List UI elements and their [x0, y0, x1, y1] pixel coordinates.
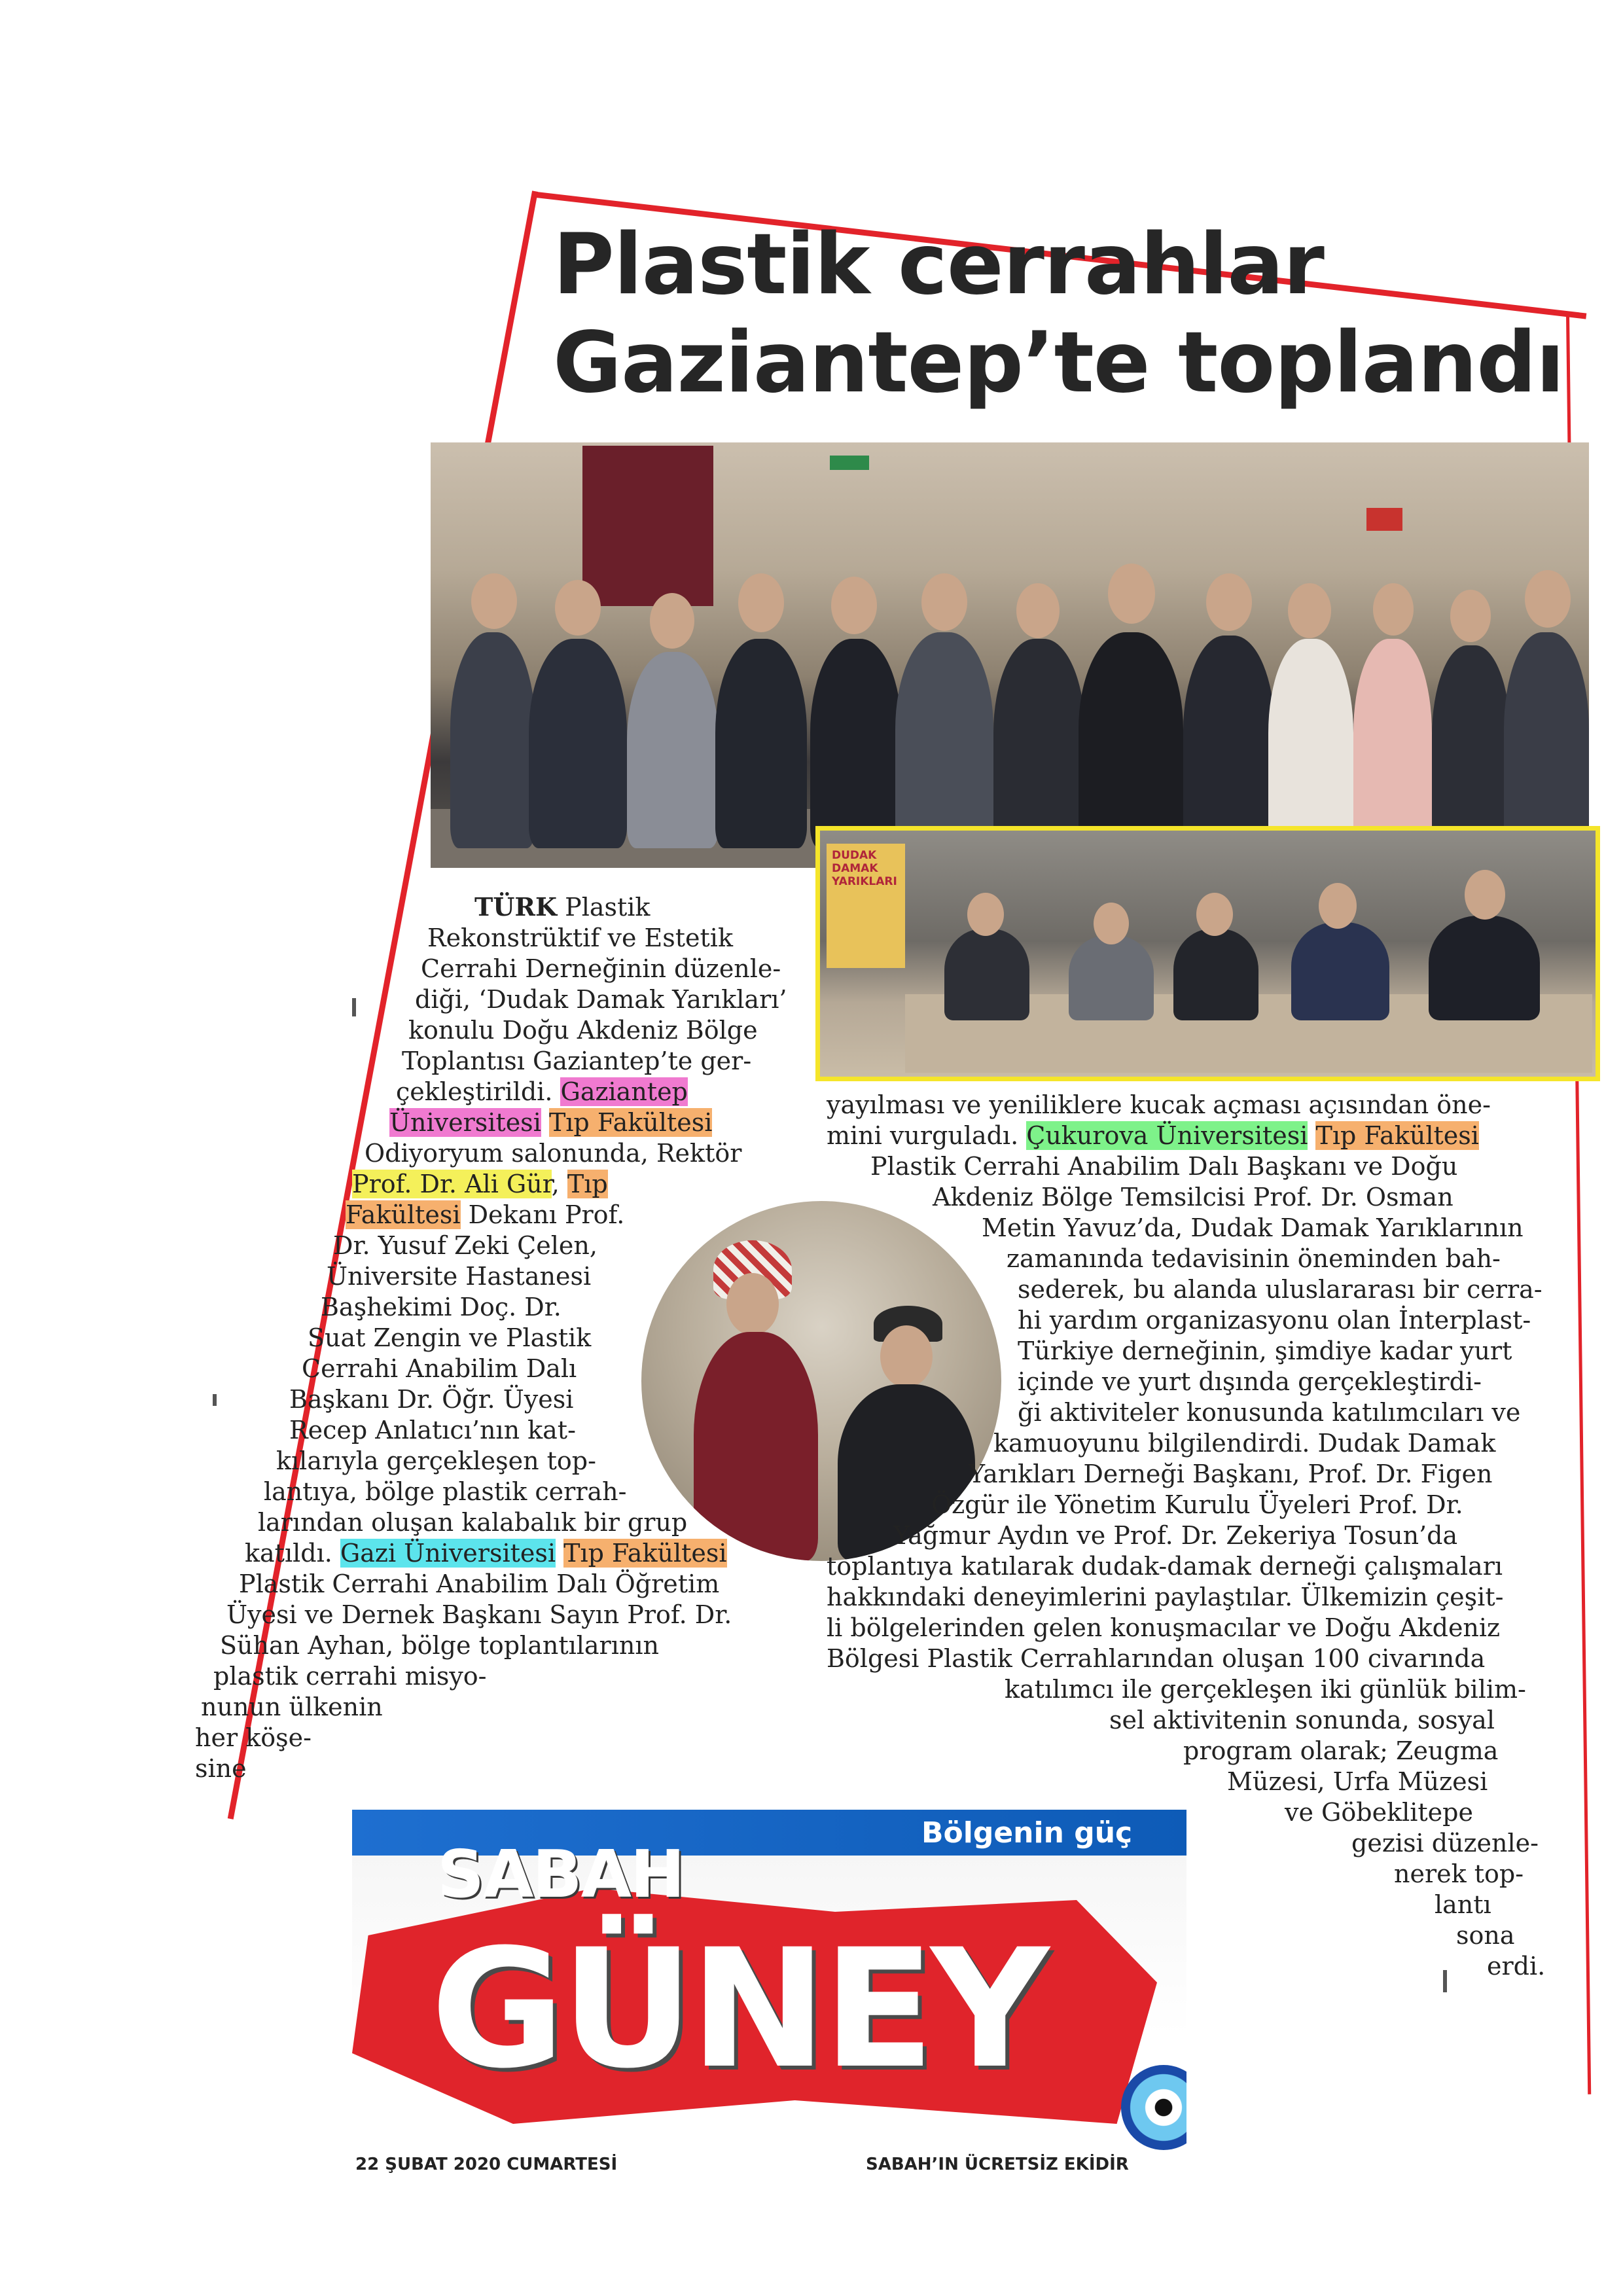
- panelist-head: [967, 893, 1004, 936]
- article-line: Rekonstrüktif ve Estetik: [427, 924, 733, 952]
- headline-line-1: Plastik cerrahlar: [553, 216, 1324, 314]
- article-line: yayılması ve yeniliklere kucak açması açısından öne-: [827, 1090, 1491, 1119]
- article-line: program olarak; Zeugma: [1183, 1736, 1499, 1765]
- article-line: Odiyoryum salonunda, Rektör: [365, 1139, 742, 1168]
- article-line: nunun ülkenin: [201, 1693, 383, 1721]
- article-line: Sühan Ayhan, bölge toplantılarının: [220, 1631, 659, 1660]
- highlight-tip-fakultesi: Tıp Fakültesi: [548, 1108, 713, 1137]
- article-line: mini vurguladı. Çukurova Üniversitesi Tıp Fakültesi: [827, 1121, 1479, 1150]
- group-photo: [431, 442, 1589, 868]
- person-head: [1525, 570, 1571, 628]
- article-line: erdi.: [1487, 1952, 1546, 1981]
- banner-slogan: Bölgenin güç: [921, 1816, 1133, 1850]
- photo-wall-sign: [1366, 508, 1402, 531]
- article-line: Yarıkları Derneği Başkanı, Prof. Dr. Figen: [969, 1460, 1493, 1488]
- highlight-gaziantep: Gaziantep: [560, 1077, 688, 1106]
- person: [993, 639, 1085, 848]
- article-line: Akdeniz Bölge Temsilcisi Prof. Dr. Osman: [933, 1183, 1454, 1211]
- person: [715, 639, 807, 848]
- highlight-tip: Tıp: [567, 1170, 608, 1198]
- headline-line-2: Gaziantep’te toplandı: [553, 314, 1564, 412]
- person-head: [738, 573, 784, 632]
- person: [1353, 639, 1432, 848]
- person-head: [650, 593, 694, 649]
- article-line: içinde ve yurt dışında gerçekleştirdi-: [1018, 1367, 1482, 1396]
- article-line: li bölgelerinden gelen konuşmacılar ve Doğu Akdeniz: [827, 1613, 1501, 1642]
- article-line: katılımcı ile gerçekleşen iki günlük bilim-: [1005, 1675, 1526, 1704]
- person-head: [1288, 583, 1331, 638]
- article-line: Müzesi, Urfa Müzesi: [1227, 1767, 1488, 1796]
- article-line: Toplantısı Gaziantep’te ger-: [402, 1047, 752, 1075]
- panelist: [1173, 929, 1258, 1020]
- person: [810, 639, 902, 848]
- person: [1268, 639, 1353, 848]
- article-line: çekleştirildi. Gaziantep: [396, 1077, 688, 1106]
- panelist-head: [1319, 883, 1357, 929]
- highlight-gazi-universitesi: Gazi Üniversitesi: [340, 1539, 556, 1568]
- scan-speck: [352, 998, 356, 1016]
- headline: [553, 216, 1564, 412]
- person-head: [1108, 564, 1155, 624]
- highlight-cukurova-universitesi: Çukurova Üniversitesi: [1026, 1121, 1308, 1150]
- photo-wall-board: [582, 446, 713, 606]
- highlight-fakultesi: Fakültesi: [346, 1200, 461, 1229]
- panelist: [1429, 916, 1540, 1020]
- poster: [827, 844, 905, 968]
- person: [529, 639, 627, 848]
- person-head: [1206, 573, 1252, 631]
- panelist: [1069, 935, 1154, 1020]
- panelist-head: [1196, 893, 1233, 936]
- article-line: hi yardım organizasyonu olan İnterplast-: [1018, 1306, 1531, 1335]
- issue-date: 22 ŞUBAT 2020 CUMARTESİ: [355, 2155, 618, 2174]
- article-line: Bölgesi Plastik Cerrahlarından oluşan 100 civarında: [827, 1644, 1486, 1673]
- article-line: katıldı. Gazi Üniversitesi Tıp Fakültesi: [245, 1539, 727, 1568]
- person: [1504, 632, 1589, 848]
- article-lead-word: TÜRK: [474, 892, 558, 922]
- panelist-head: [1094, 903, 1129, 944]
- article-line: konulu Doğu Akdeniz Bölge: [408, 1016, 758, 1045]
- article-line: ve Göbeklitepe: [1285, 1798, 1473, 1827]
- scan-speck: [1443, 1970, 1447, 1992]
- article-line: nerek top-: [1394, 1859, 1524, 1888]
- highlight-tip-fakultesi-3: Tıp Fakültesi: [1315, 1121, 1479, 1150]
- masthead-banner: [352, 1810, 1186, 2186]
- person: [1183, 636, 1275, 848]
- panel-photo: [815, 826, 1600, 1081]
- person-right-head: [880, 1325, 933, 1388]
- person: [1432, 645, 1510, 848]
- article-line: Fakültesi Dekanı Prof.: [346, 1200, 625, 1229]
- person-head: [1373, 583, 1414, 636]
- article-line: Özgür ile Yönetim Kurulu Üyeleri Prof. Dr.: [931, 1490, 1463, 1519]
- person: [450, 632, 535, 848]
- article-line: Dr. Yusuf Zeki Çelen,: [333, 1231, 597, 1260]
- article-line: hakkındaki deneyimlerini paylaştılar. Ülkemizin çeşit-: [827, 1583, 1504, 1611]
- article-line: kılarıyla gerçekleşen top-: [276, 1446, 596, 1475]
- poster-title: DUDAK DAMAK YARIKLARI: [832, 849, 897, 888]
- person-left-head: [726, 1273, 779, 1335]
- highlight-rektor: Prof. Dr. Ali Gür: [352, 1170, 552, 1198]
- article-line: zamanında tedavisinin öneminden bah-: [1007, 1244, 1501, 1273]
- article-line: lantı: [1435, 1890, 1491, 1919]
- article-line: larından oluşan kalabalık bir grup: [258, 1508, 688, 1537]
- article-lead-rest: Plastik: [565, 893, 651, 922]
- scan-speck: [213, 1394, 217, 1406]
- article-line: Başkanı Dr. Öğr. Üyesi: [289, 1385, 574, 1414]
- person-head: [921, 573, 967, 631]
- person-head: [1016, 583, 1060, 638]
- article-line: Türkiye derneğinin, şimdiye kadar yurt: [1018, 1336, 1512, 1365]
- person-head: [1450, 590, 1491, 642]
- brand-sabah: SABAH: [437, 1836, 684, 1912]
- panelist-head: [1465, 870, 1505, 920]
- article-line: Başhekimi Doç. Dr.: [321, 1293, 562, 1321]
- article-line: Prof. Dr. Ali Gür, Tıp: [352, 1170, 608, 1198]
- highlight-universitesi: Üniversitesi: [389, 1108, 541, 1137]
- article-line: Suat Zengin ve Plastik: [308, 1323, 592, 1352]
- person-head: [831, 577, 877, 634]
- article-line: Cerrahi Derneğinin düzenle-: [421, 954, 781, 983]
- article-line: [389, 1107, 712, 1138]
- article-line: Yağmur Aydın ve Prof. Dr. Zekeriya Tosun’da: [893, 1521, 1458, 1550]
- article-line: sel aktivitenin sonunda, sosyal: [1109, 1706, 1495, 1734]
- article-line: Üniversite Hastanesi: [327, 1262, 592, 1291]
- person: [1079, 632, 1183, 848]
- article-line: sona: [1456, 1921, 1515, 1950]
- person-head: [555, 580, 601, 636]
- article-line: Üyesi ve Dernek Başkanı Sayın Prof. Dr.: [226, 1600, 732, 1629]
- person: [895, 632, 993, 848]
- article-line: kamuoyunu bilgilendirdi. Dudak Damak: [993, 1429, 1496, 1458]
- article-line: sine: [195, 1754, 247, 1783]
- article-line: gezisi düzenle-: [1351, 1829, 1539, 1857]
- article-line: ği aktiviteler konusunda katılımcıları ve: [1018, 1398, 1521, 1427]
- photo-exit-sign: [830, 456, 869, 470]
- article-line: Plastik Cerrahi Anabilim Dalı Öğretim: [239, 1570, 720, 1598]
- free-supplement-note: SABAH’IN ÜCRETSİZ EKİDİR: [866, 2155, 1129, 2174]
- article-line: diği, ‘Dudak Damak Yarıkları’: [415, 985, 787, 1014]
- article-line: lantıya, bölge plastik cerrah-: [264, 1477, 627, 1506]
- person: [627, 652, 719, 848]
- panelist: [944, 929, 1029, 1020]
- panelist: [1291, 922, 1389, 1020]
- person-head: [471, 573, 517, 629]
- article-line: [474, 891, 650, 923]
- article-line: Recep Anlatıcı’nın kat-: [289, 1416, 576, 1444]
- article-line: Plastik Cerrahi Anabilim Dalı Başkanı ve Doğu: [870, 1152, 1458, 1181]
- person-left: [694, 1332, 818, 1561]
- article-line: plastik cerrahi misyo-: [213, 1662, 487, 1691]
- highlight-tip-fakultesi-2: Tıp Fakültesi: [563, 1539, 727, 1568]
- evil-eye-icon: [1121, 2065, 1186, 2150]
- brand-guney: GÜNEY: [431, 1914, 1046, 2104]
- article-line: Metin Yavuz’da, Dudak Damak Yarıklarının: [982, 1213, 1524, 1242]
- article-line: sederek, bu alanda uluslararası bir cerra-: [1018, 1275, 1543, 1304]
- article-line: toplantıya katılarak dudak-damak derneği çalışmaları: [827, 1552, 1503, 1581]
- article-line: her köşe-: [195, 1723, 312, 1752]
- article-line: Cerrahi Anabilim Dalı: [302, 1354, 577, 1383]
